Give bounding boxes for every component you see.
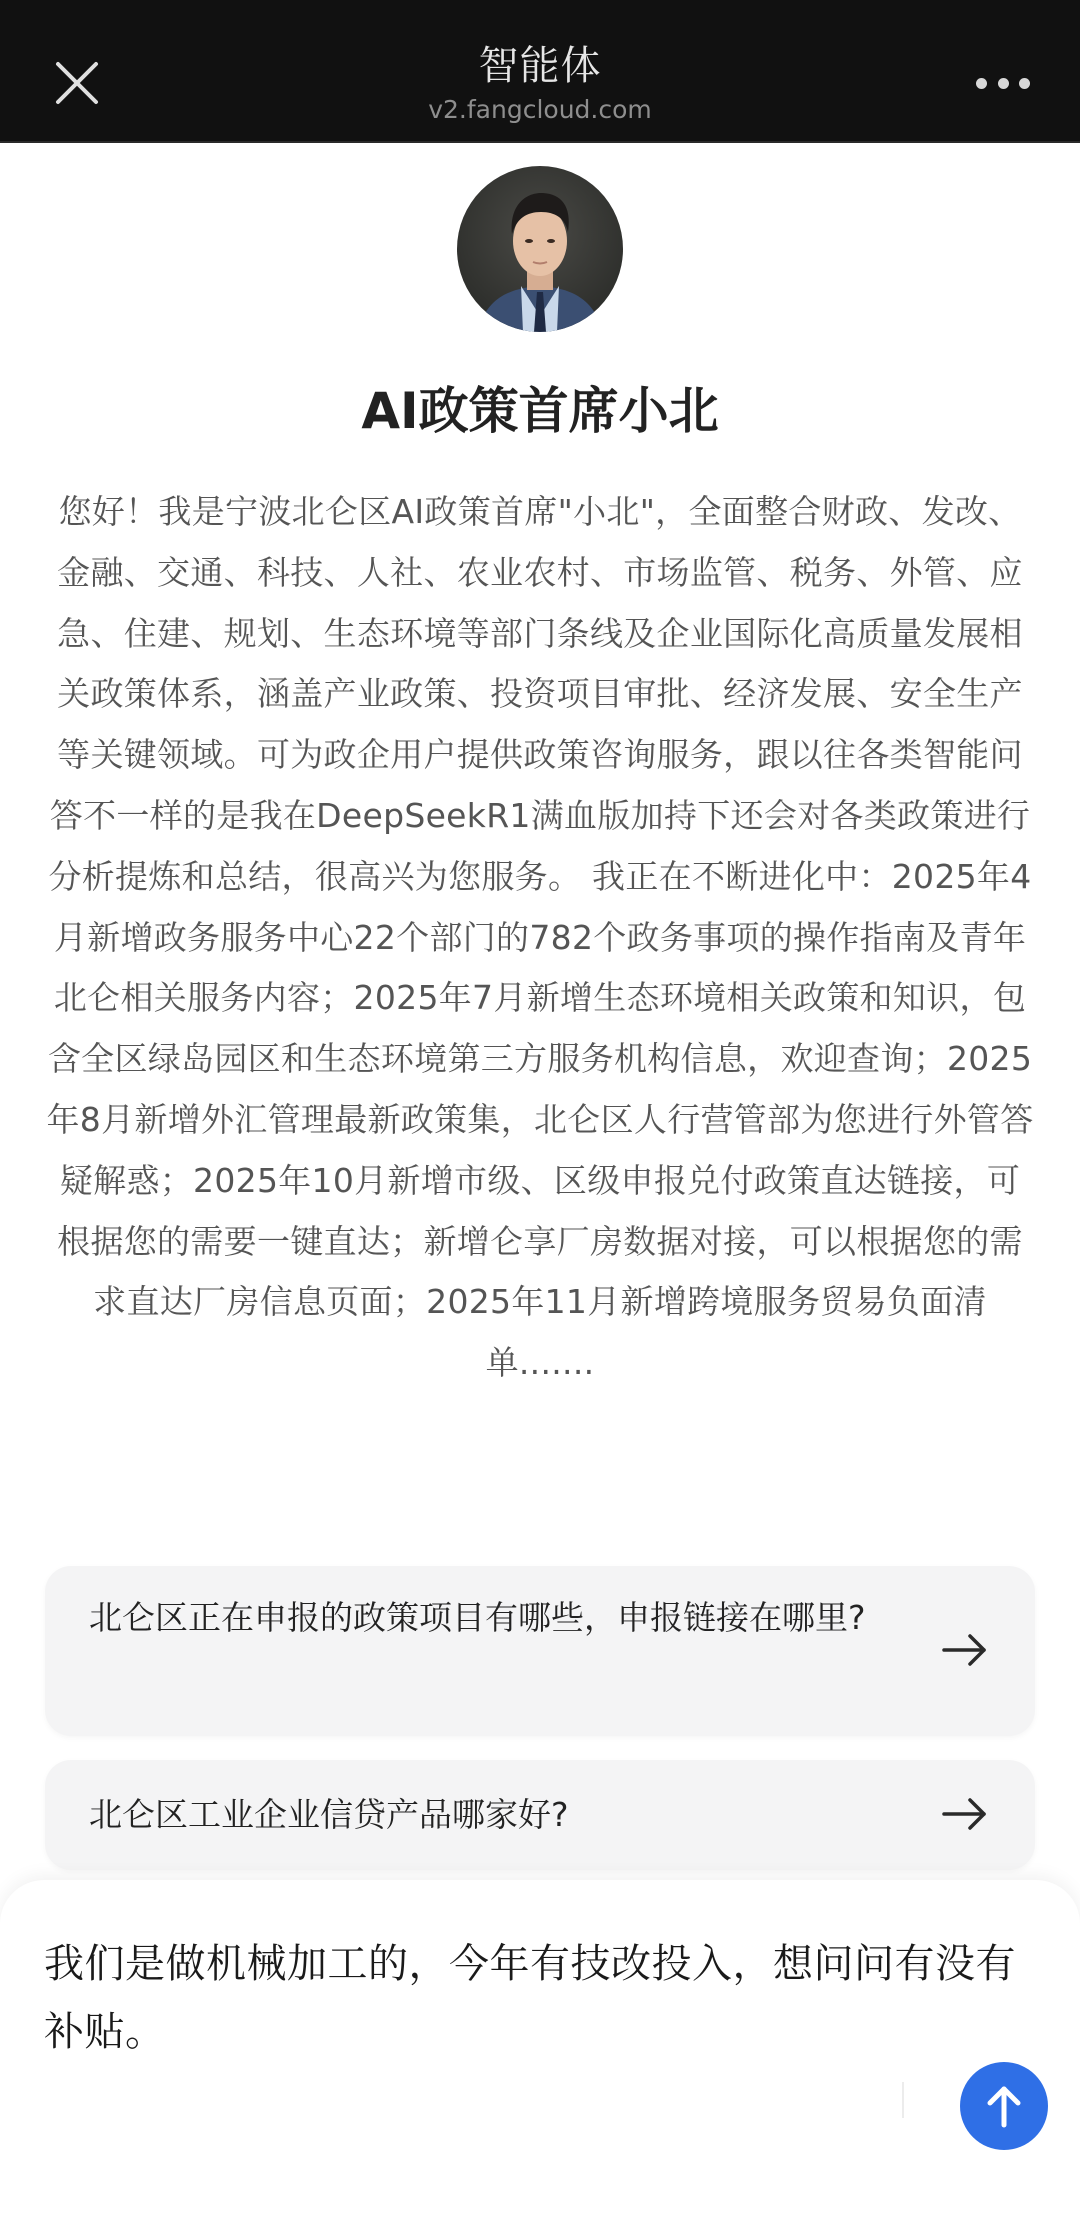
more-horizontal-icon [998, 78, 1009, 89]
suggestion-text: 北仑区工业企业信贷产品哪家好? [89, 1795, 569, 1834]
top-bar [0, 0, 1080, 143]
agent-name: AI政策首席小北 [361, 382, 719, 440]
page-title: 智能体 [478, 43, 602, 89]
avatar-icon [457, 166, 623, 332]
message-input[interactable]: 我们是做机械加工的，今年有技改投入，想问问有没有补贴。 [44, 1941, 1016, 2055]
arrow-right-icon [941, 1632, 989, 1668]
suggestion-card[interactable] [45, 1760, 1035, 1870]
agent-intro: 您好！我是宁波北仑区AI政策首席"小北"，全面整合财政、发改、金融、交通、科技、人社、农业农村、市场监管、税务、外管、应急、住建、规划、生态环境等部门条线及企业国际化高质量发展相关政策体系，涵盖产业政策、投资项目审批、经济发展、安全生产等关键领域。可为政企用户提供政策咨询服务，跟以往各类智能问答不一样的是我在DeepSeekR1满血版加持下还会对各类政策进行分析提炼和总结，很高兴为您服务。 我正在不断进化中：2025年4月新增政务服务中心22个部门的782个政务事项的操作指南及青年北仑相关服务内容；2025年7月新增生态环境相关政策和知识，包含全区绿岛园区和生态环境第三方服务机构信息，欢迎查询；2025年8月新增外汇管理最新政策集，北仑区人行营管部为您进行外管答疑解惑；2025年10月新增市级、区级申报兑付政策直达链接，可根据您的需要一键直达；新增仑享厂房数据对接，可以根据您的需求直达厂房信息页面；2025年11月新增跨境服务贸易负面清单....... [46, 492, 1034, 1383]
more-options-button[interactable] [968, 66, 1038, 100]
page-url: v2.fangcloud.com [428, 95, 652, 124]
arrow-up-icon [982, 2081, 1026, 2131]
suggestion-text: 北仑区正在申报的政策项目有哪些，申报链接在哪里? [89, 1598, 866, 1637]
message-composer [0, 1880, 1080, 2215]
close-button[interactable] [52, 58, 102, 108]
close-icon [52, 58, 102, 108]
suggestion-card[interactable] [45, 1566, 1035, 1736]
arrow-right-icon [941, 1796, 989, 1832]
send-button[interactable] [960, 2062, 1048, 2150]
more-horizontal-icon [976, 78, 987, 89]
agent-avatar [457, 166, 623, 332]
more-horizontal-icon [1019, 78, 1030, 89]
header-titles [240, 40, 840, 126]
divider [902, 2082, 904, 2118]
